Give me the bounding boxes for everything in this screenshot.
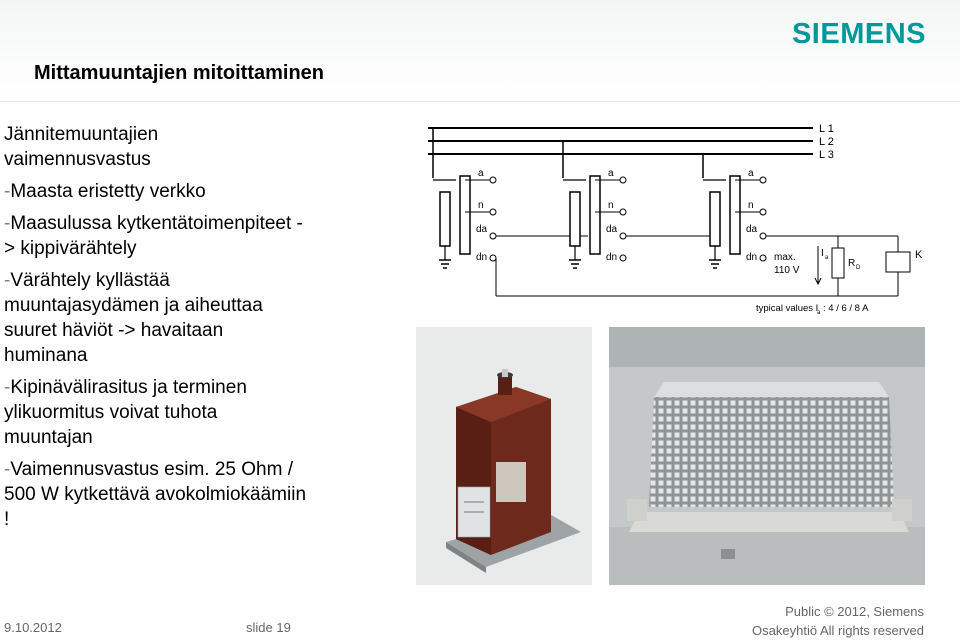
terminal-da-label: da: [606, 224, 618, 235]
current-label: I: [821, 248, 824, 259]
terminal-n-label: n: [478, 200, 484, 211]
current-subscript: a: [825, 255, 829, 261]
terminal-a-label: a: [478, 168, 484, 179]
voltage-transformer: [563, 141, 718, 268]
resistor-subscript: D: [856, 265, 861, 271]
phase-label-l3: L 3: [819, 149, 834, 161]
slide-number: slide 19: [246, 620, 291, 635]
bullet-line: > kippivärähtely: [4, 238, 137, 259]
terminal-dn-label: dn: [476, 252, 488, 263]
body-text: [4, 122, 374, 539]
terminal-dn-label: dn: [746, 252, 758, 263]
heading-line: vaimennusvastus: [4, 149, 151, 170]
bullet-line: Värähtely kyllästää: [10, 270, 170, 291]
bullet-item: [4, 211, 374, 261]
bullet-dash: -: [4, 213, 11, 234]
damping-resistor-photo: [609, 327, 925, 585]
typical-values-text: : 4 / 6 / 8 A: [823, 303, 869, 314]
max-label: max.: [774, 252, 796, 263]
bullet-item: [4, 179, 374, 204]
bullet-line: ylikuormitus voivat tuhota: [4, 402, 218, 423]
terminal-n-label: n: [608, 200, 614, 211]
typical-values-prefix: typical values I: [756, 303, 819, 314]
terminal-da-label: da: [476, 224, 488, 235]
bullet-line: Kipinävälirasitus ja terminen: [10, 377, 247, 398]
phase-labels: [819, 123, 834, 161]
terminal-a-label: a: [748, 168, 754, 179]
bullet-line: suuret häviöt -> havaitaan: [4, 320, 224, 341]
bullet-dash: -: [4, 459, 11, 480]
slide-title: Mittamuuntajien mitoittaminen: [34, 62, 324, 84]
resistor-label: R: [848, 258, 856, 269]
transformer-photo: [416, 327, 592, 585]
circuit-diagram: [418, 118, 928, 318]
copyright-line: Osakeyhtiö All rights reserved: [752, 623, 924, 638]
voltage-transformer: [433, 128, 588, 268]
bullet-line: Vaimennusvastus esim. 25 Ohm /: [10, 459, 293, 480]
terminal-n-label: n: [748, 200, 754, 211]
bullet-item: [4, 457, 374, 532]
bullet-line: 500 W kytkettävä avokolmiokäämiin: [4, 484, 307, 505]
relay-label: K: [915, 249, 923, 261]
bullet-line: huminana: [4, 345, 88, 366]
bullet-line: muuntajasydämen ja aiheuttaa: [4, 295, 263, 316]
footer-date: 9.10.2012: [4, 620, 62, 635]
terminal-dn-label: dn: [606, 252, 618, 263]
bullet-line: Maasta eristetty verkko: [10, 181, 206, 202]
phase-label-l1: L 1: [819, 123, 834, 135]
bullet-line: muuntajan: [4, 427, 93, 448]
terminal-a-label: a: [608, 168, 614, 179]
voltage-label: 110 V: [774, 265, 800, 276]
bullet-dash: -: [4, 377, 11, 398]
bullet-item: [4, 268, 374, 368]
slide-header: [0, 0, 960, 102]
bullet-item: [4, 375, 374, 450]
bullet-dash: -: [4, 270, 11, 291]
bullet-line: Maasulussa kytkentätoimenpiteet -: [10, 213, 303, 234]
voltage-transformer: [703, 154, 766, 268]
typical-values-subscript: a: [817, 310, 821, 316]
phase-label-l2: L 2: [819, 136, 834, 148]
bullet-line: !: [4, 509, 10, 530]
terminal-da-label: da: [746, 224, 758, 235]
copyright-line: Public © 2012, Siemens: [785, 604, 924, 619]
phase-busbars: [428, 128, 813, 154]
siemens-logo: SIEMENS: [791, 18, 926, 50]
bullet-dash: -: [4, 181, 11, 202]
heading-line: Jännitemuuntajien: [4, 124, 159, 145]
section-heading: [4, 122, 374, 172]
copyright-notice: [752, 602, 924, 640]
